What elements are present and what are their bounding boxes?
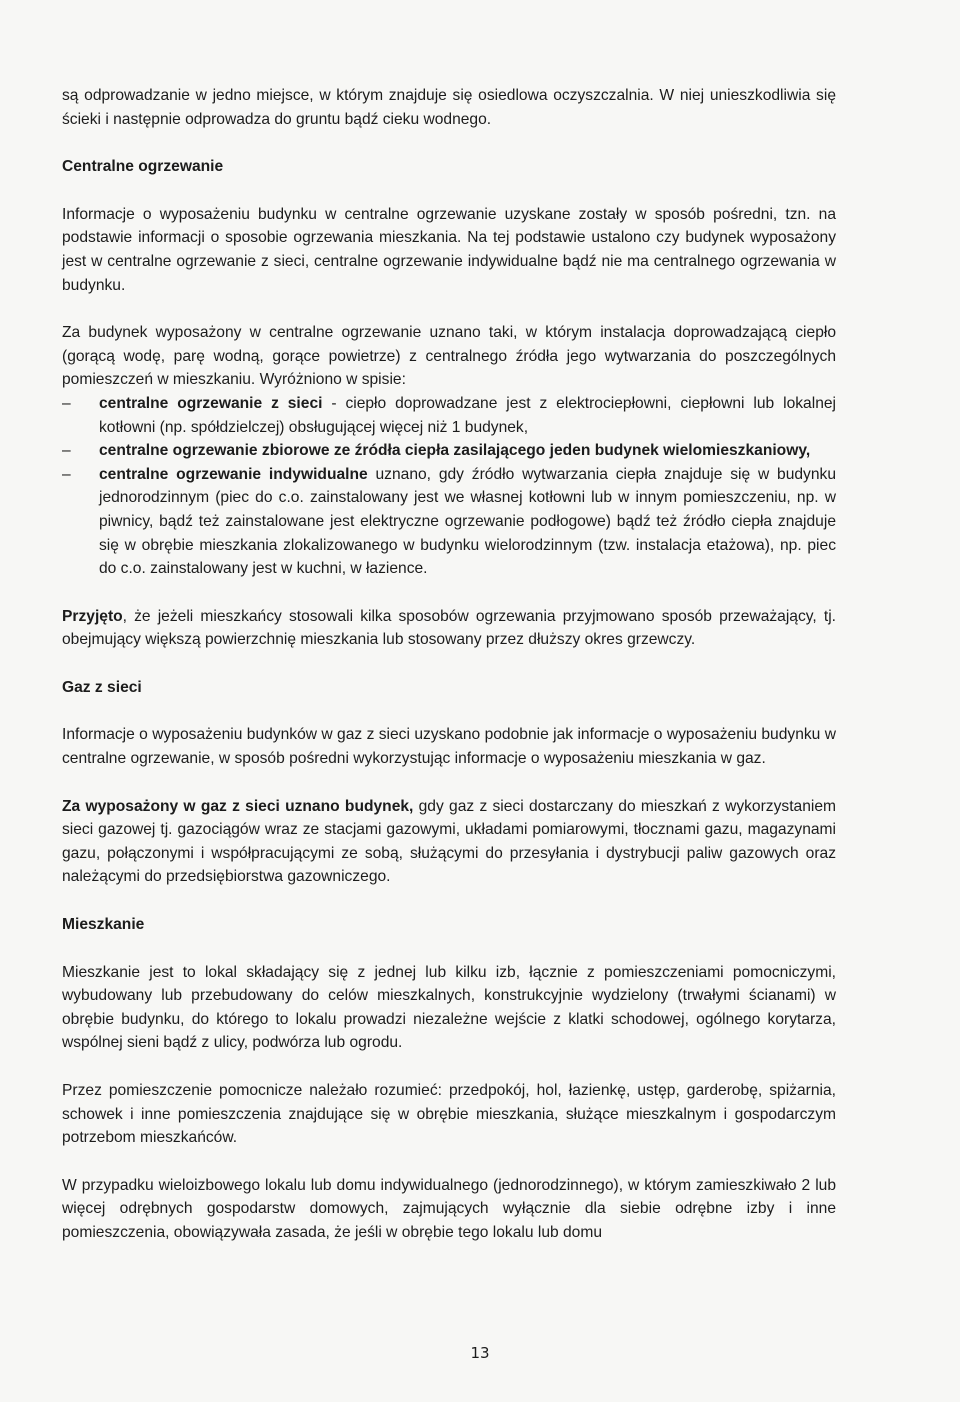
dwelling-paragraph-3: W przypadku wieloizbowego lokalu lub domu indywidualnego (jednorodzinnego), w którym zamieszkiwało 2 lub więcej odrębnych gospodarstw domowych, zajmujących wyłącznie dla siebie odrębne izby i inne pomieszczenia, obowiązywała zasada, że jeśli w obrębie tego lokalu lub domu xyxy=(62,1176,836,1241)
list-dash: – xyxy=(62,465,71,483)
central-heating-paragraph-3 xyxy=(62,605,836,652)
gas-paragraph-2 xyxy=(62,795,836,889)
paragraph-bold-lead: Za wyposażony w gaz z sieci uznano budynek, xyxy=(62,797,414,815)
list-item-text: - ciepło doprowadzane jest z elektrociepłowni, ciepłowni lub lokalnej kotłowni (np. spółdzielczej) obsługującej więcej niż 1 budynek, xyxy=(99,394,837,436)
list-dash: – xyxy=(62,394,71,412)
section-heading-central-heating: Centralne ogrzewanie xyxy=(62,158,224,176)
section-heading-dwelling: Mieszkanie xyxy=(62,916,145,934)
central-heating-paragraph-1: Informacje o wyposażeniu budynku w centralne ogrzewanie uzyskane zostały w sposób pośredni, tzn. na podstawie informacji o sposobie ogrzewania mieszkania. Na tej podstawie ustalono czy budynek wyposażony jest w centralne ogrzewanie z sieci, centralne ogrzewanie indywidualne bądź nie ma centralnego ogrzewania w budynku. xyxy=(62,205,836,294)
dwelling-paragraph-2: Przez pomieszczenie pomocnicze należało rozumieć: przedpokój, hol, łazienkę, ustęp, garderobę, spiżarnia, schowek i inne pomieszczenia znajdujące się w obrębie mieszkania, służące mieszkalnym i gospodarczym potrzebom mieszkańców. xyxy=(62,1082,836,1147)
list-dash: – xyxy=(62,442,71,460)
page-number: 13 xyxy=(470,1344,490,1362)
intro-paragraph: są odprowadzanie w jedno miejsce, w którym znajduje się osiedlowa oczyszczalnia. W niej unieszkodliwia się ścieki i następnie odprowadza do gruntu bądź cieku wodnego. xyxy=(62,87,836,128)
paragraph-text: , że jeżeli mieszkańcy stosowali kilka sposobów ogrzewania przyjmowano sposób przeważający, tj. obejmujący większą powierzchnię mieszkania lub stosowany przez dłuższy okres grzewczy. xyxy=(62,607,836,649)
list-item xyxy=(62,392,836,439)
dwelling-paragraph-1: Mieszkanie jest to lokal składający się z jednej lub kilku izb, łącznie z pomieszczeniami pomocniczymi, wybudowany lub przebudowany do celów mieszkalnych, konstrukcyjnie wydzielony (trwałymi ścianami) w obrębie budynku, do którego to lokalu prowadzi niezależne wejście z klatki schodowej, ogólnego korytarza, wspólnej sieni bądź z ulicy, podwórza lub ogrodu. xyxy=(62,963,836,1052)
heating-types-list xyxy=(62,392,836,581)
gas-paragraph-1: Informacje o wyposażeniu budynków w gaz z sieci uzyskano podobnie jak informacje o wyposażeniu budynku w centralne ogrzewanie, w sposób pośredni wykorzystując informacje o wyposażeniu mieszkania w gaz. xyxy=(62,726,836,768)
paragraph-text: gdy gaz z sieci dostarczany do mieszkań z wykorzystaniem sieci gazowej tj. gazociągów wraz ze stacjami gazowymi, układami pomiarowymi, tłocznami gazu, magazynami gazu, połączonymi i współpracującymi ze sobą, służącymi do przesyłania i dystrybucji paliw gazowych oraz należącymi do przedsiębiorstwa gazowniczego. xyxy=(62,797,836,886)
section-heading-gas: Gaz z sieci xyxy=(62,678,142,696)
list-item-term: centralne ogrzewanie zbiorowe ze źródła ciepła zasilającego jeden budynek wielomieszkaniowy, xyxy=(99,442,811,460)
list-item xyxy=(62,463,836,581)
list-item-term: centralne ogrzewanie z sieci xyxy=(99,394,323,412)
central-heating-paragraph-2: Za budynek wyposażony w centralne ogrzewanie uznano taki, w którym instalacja doprowadzającą ciepło (gorącą wodę, parę wodną, gorące powietrze) z centralnego źródła jego wytwarzania do poszczególnych pomieszczeń w mieszkaniu. Wyróżniono w spisie: xyxy=(62,324,836,389)
paragraph-bold-lead: Przyjęto xyxy=(62,607,123,625)
list-item-term: centralne ogrzewanie indywidualne xyxy=(99,465,368,483)
list-item xyxy=(62,439,836,463)
list-item-text: uznano, gdy źródło wytwarzania ciepła znajduje się w budynku jednorodzinnym (piec do c.o. zainstalowany jest we własnej kotłowni lub w innym pomieszczeniu, np. w piwnicy, bądź też zainstalowane jest elektryczne ogrzewanie podłogowe) bądź też źródło ciepła znajduje się w obrębie mieszkania zlokalizowanego w budynku wielorodzinnym (tzw. instalacja etażowa), np. piec do c.o. zainstalowany jest w kuchni, w łazience. xyxy=(99,465,836,578)
